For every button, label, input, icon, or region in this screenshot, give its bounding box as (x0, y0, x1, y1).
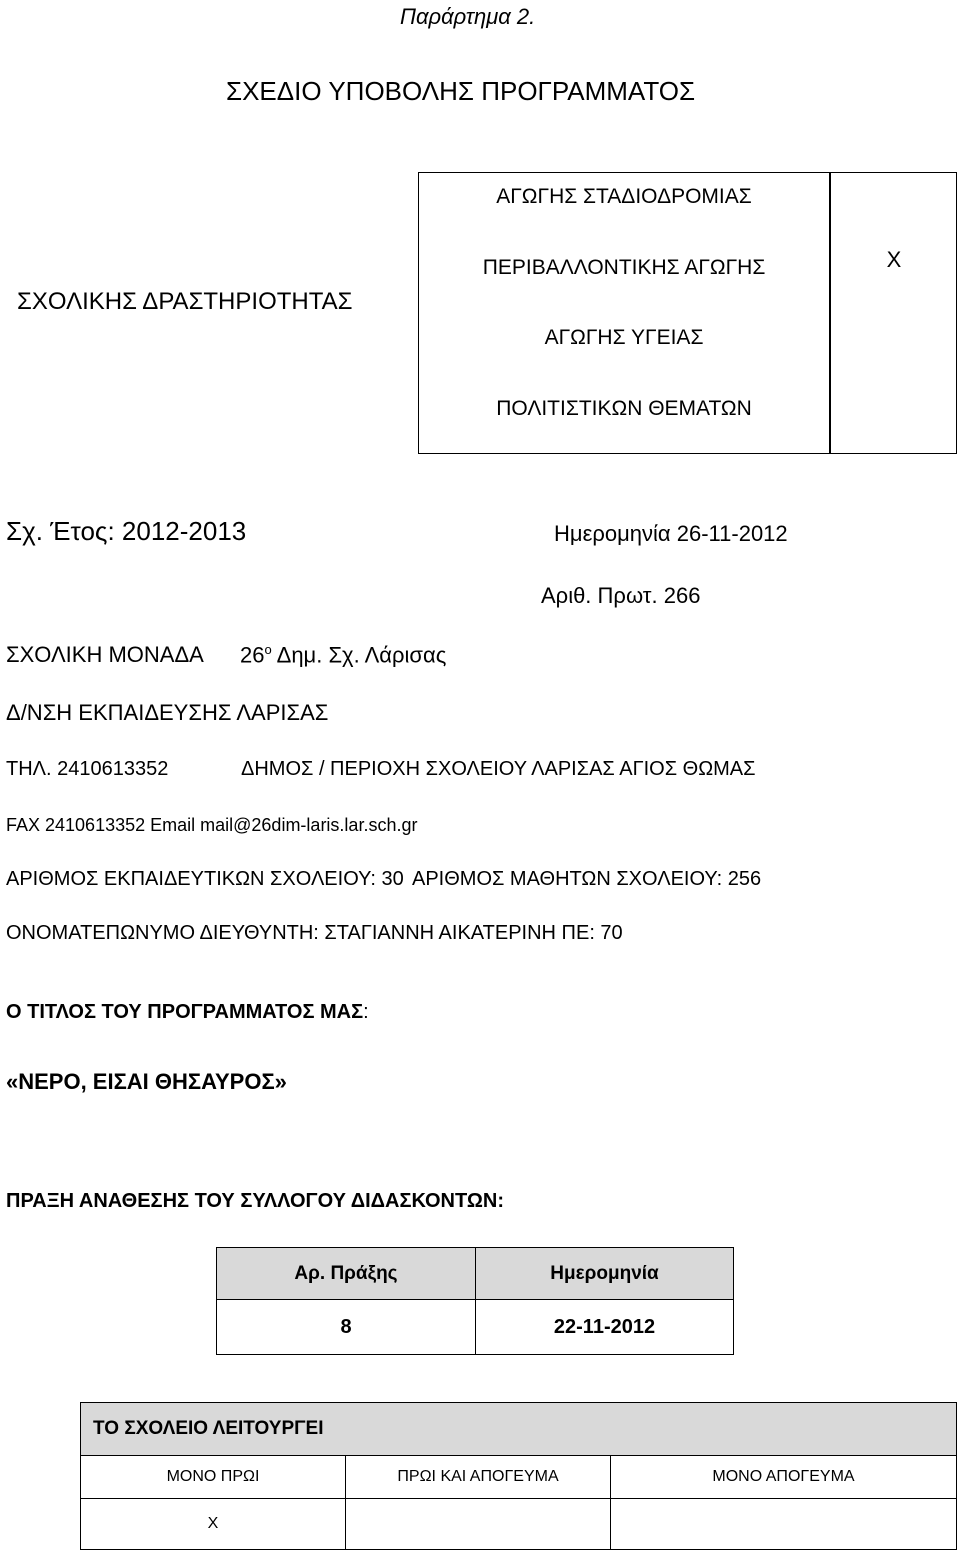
operation-option-morning: ΜΟΝΟ ΠΡΩΙ (81, 1456, 346, 1499)
date-field: Ημερομηνία 26-11-2012 (554, 521, 788, 546)
fax-email: FAX 2410613352 Email mail@26dim-laris.lar.sch.gr (6, 815, 418, 835)
deed-table-value-row (217, 1300, 734, 1355)
school-unit-name: Δημ. Σχ. Λάρισας (271, 642, 447, 668)
activity-option-environmental: ΠΕΡΙΒΑΛΛΟΝΤΙΚΗΣ ΑΓΩΓΗΣ (482, 256, 766, 279)
operation-options-row (81, 1456, 957, 1499)
deed-header-date: Ημερομηνία (476, 1248, 734, 1300)
deed-heading: ΠΡΑΞΗ ΑΝΑΘΕΣΗΣ ΤΟΥ ΣΥΛΛΟΓΟΥ ΔΙΔΑΣΚΟΝΤΩΝ: (6, 1190, 504, 1212)
activity-option-career: ΑΓΩΓΗΣ ΣΤΑΔΙΟΔΡΟΜΙΑΣ (496, 185, 752, 208)
operation-title: ΤΟ ΣΧΟΛΕΙΟ ΛΕΙΤΟΥΡΓΕΙ (81, 1403, 957, 1456)
annex-label: Παράρτημα 2. (400, 4, 536, 29)
activity-box (418, 172, 957, 454)
activity-label: ΣΧΟΛΙΚΗΣ ΔΡΑΣΤΗΡΙΟΤΗΤΑΣ (17, 288, 353, 315)
director-name: ΟΝΟΜΑΤΕΠΩΝΥΜΟ ΔΙΕΥΘΥΝΤΗ: ΣΤΑΓΙΑΝΝΗ ΑΙΚΑΤΕΡΙΝΗ ΠΕ: 70 (6, 922, 623, 944)
school-unit-value (240, 642, 446, 668)
school-year: Σχ. Έτος: 2012-2013 (6, 516, 247, 546)
deed-number: 8 (217, 1300, 476, 1355)
students-count: ΑΡΙΘΜΟΣ ΜΑΘΗΤΩΝ ΣΧΟΛΕΙΟΥ: 256 (412, 868, 762, 890)
activity-option-cultural: ΠΟΛΙΤΙΣΤΙΚΩΝ ΘΕΜΑΤΩΝ (496, 397, 752, 420)
deed-table (216, 1247, 734, 1355)
protocol-number: Αριθ. Πρωτ. 266 (541, 583, 701, 608)
program-title: «ΝΕΡΟ, ΕΙΣΑΙ ΘΗΣΑΥΡΟΣ» (6, 1069, 287, 1094)
operation-mark-afternoon (611, 1499, 957, 1550)
program-title-label: Ο ΤΙΤΛΟΣ ΤΟΥ ΠΡΟΓΡΑΜΜΑΤΟΣ ΜΑΣ (6, 1001, 364, 1023)
program-title-row (6, 1001, 369, 1024)
operation-option-afternoon: ΜΟΝΟ ΑΠΟΓΕΥΜΑ (611, 1456, 957, 1499)
school-unit-ordinal: ο (264, 642, 272, 657)
operation-option-morning-afternoon: ΠΡΩΙ ΚΑΙ ΑΠΟΓΕΥΜΑ (346, 1456, 611, 1499)
activity-divider (829, 173, 831, 453)
school-unit-label: ΣΧΟΛΙΚΗ ΜΟΝΑΔΑ (6, 642, 204, 667)
activity-option-health: ΑΓΩΓΗΣ ΥΓΕΙΑΣ (544, 326, 704, 349)
municipality: ΔΗΜΟΣ / ΠΕΡΙΟΧΗ ΣΧΟΛΕΙΟΥ ΛΑΡΙΣΑΣ ΑΓΙΟΣ ΘΩΜΑΣ (241, 758, 756, 780)
operation-table (80, 1402, 957, 1550)
deed-date: 22-11-2012 (476, 1300, 734, 1355)
document-heading: ΣΧΕΔΙΟ ΥΠΟΒΟΛΗΣ ΠΡΟΓΡΑΜΜΑΤΟΣ (226, 76, 696, 106)
program-title-colon: : (363, 1001, 369, 1023)
operation-mark-morning: Χ (81, 1499, 346, 1550)
operation-mark-morning-afternoon (346, 1499, 611, 1550)
activity-mark: Χ (886, 247, 902, 272)
operation-marks-row (81, 1499, 957, 1550)
operation-title-row (81, 1403, 957, 1456)
phone-number: ΤΗΛ. 2410613352 (6, 758, 169, 780)
teachers-count: ΑΡΙΘΜΟΣ ΕΚΠΑΙΔΕΥΤΙΚΩΝ ΣΧΟΛΕΙΟΥ: 30 (6, 868, 404, 890)
deed-header-number: Αρ. Πράξης (217, 1248, 476, 1300)
school-unit-number: 26 (240, 642, 265, 668)
deed-table-header-row (217, 1248, 734, 1300)
directorate: Δ/ΝΣΗ ΕΚΠΑΙΔΕΥΣΗΣ ΛΑΡΙΣΑΣ (6, 700, 329, 725)
